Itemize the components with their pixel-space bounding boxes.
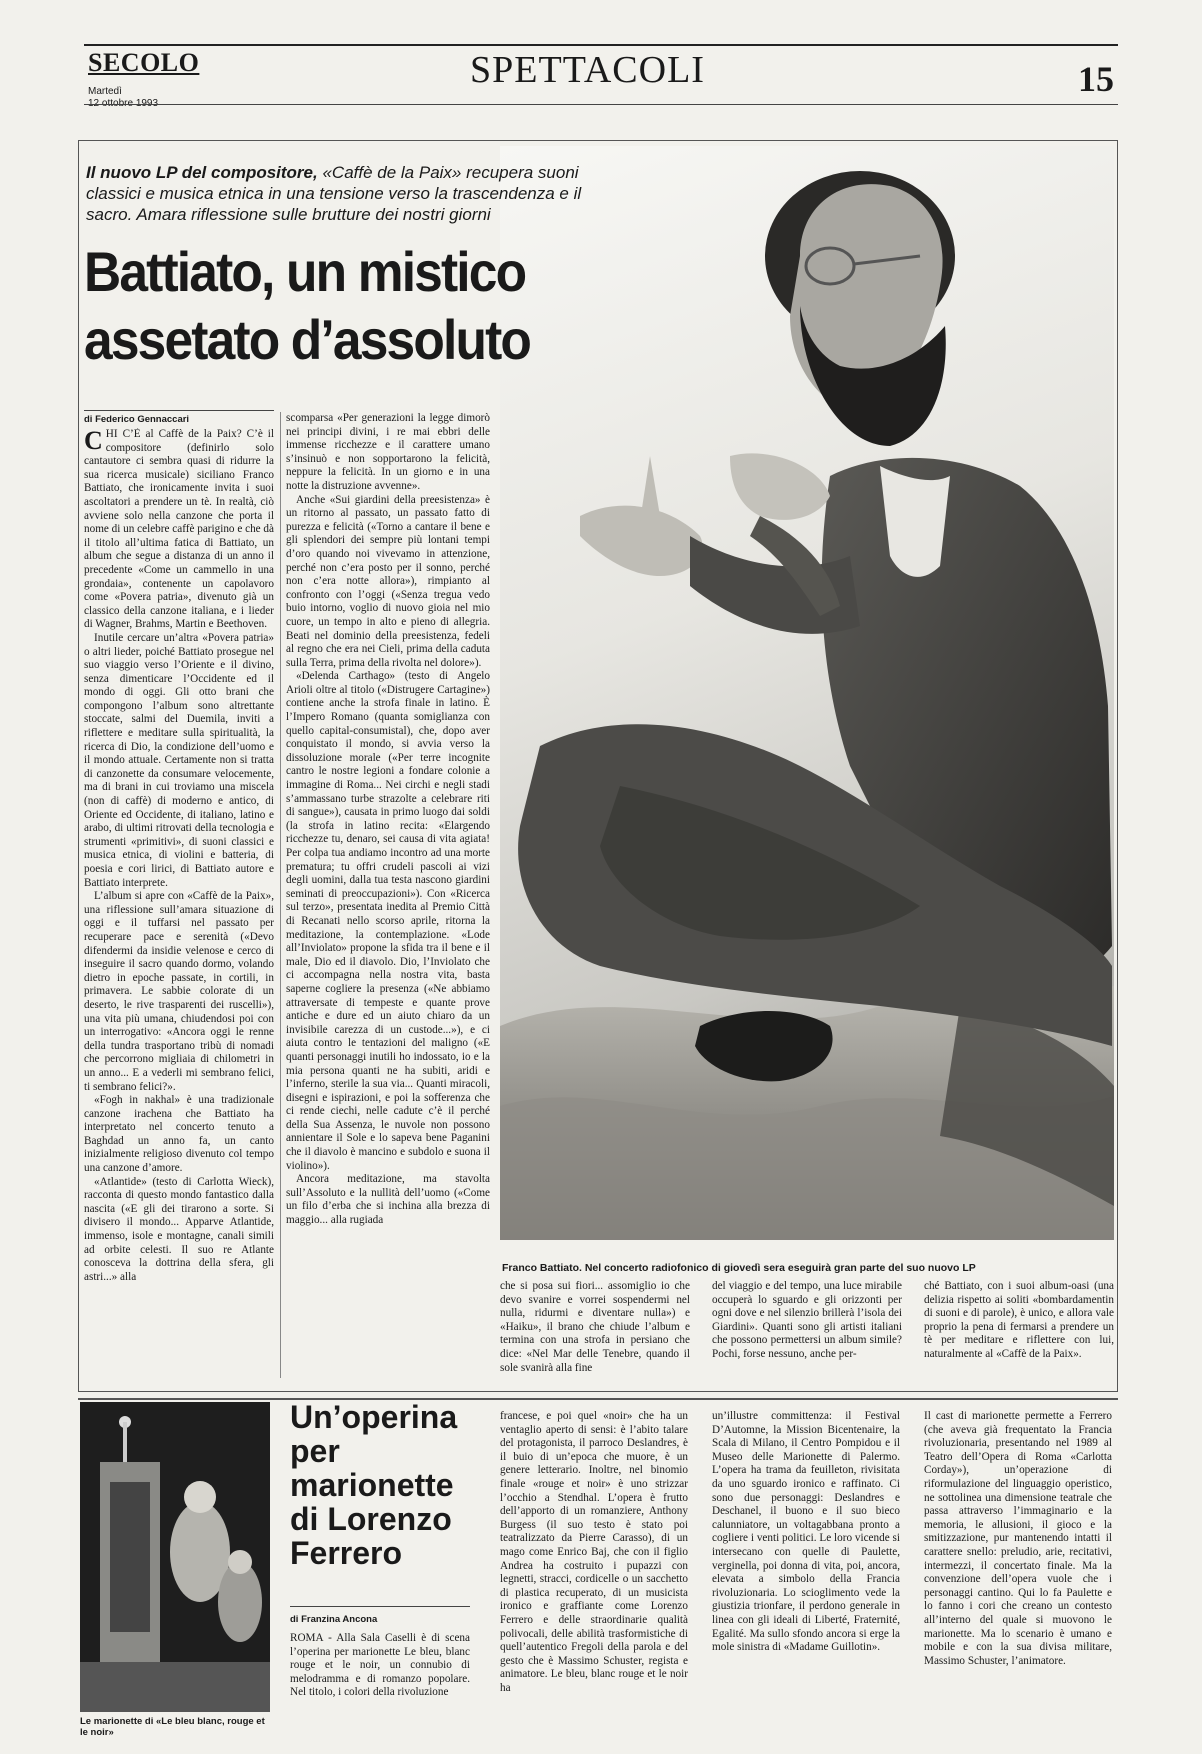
second-title-line-4: di Lorenzo [290,1501,452,1537]
byline-rule [84,410,274,411]
column-rule [280,412,281,1378]
article-column-1 [84,428,274,1378]
column-1-para-4: «Fogh in nakhal» è una tradizionale canzone irachena che Battiato ha interpretato nel concerto tenuto a Baghdad un anno fa, un canto inizialmente religioso divenuto col tempo una canzone d’amore. [84,1094,274,1175]
column-2-para-4: Ancora meditazione, ma stavolta sull’Assoluto e la nullità dell’uomo («Come un filo d’erba che si inchina alla brezza di maggio... alla rugiada [286,1173,490,1227]
second-byline-rule [290,1606,470,1607]
article-headline [84,238,599,374]
second-title-line-5: Ferrero [290,1535,403,1571]
section-title: SPETTACOLI [470,49,705,91]
marionette-photo-illustration [80,1402,270,1712]
article-lower-column-1: che si posa sui fiori... assomiglio io che devo svanire e vorrei sospendermi nel nulla, ridurmi e diventare nulla») e «Haiku», il brano che chiude l’album e termina con una strofa in persiano che dice: «Nel Mar delle Tenebre, quando il sole svanirà alla fine [500,1280,690,1374]
issue-weekday: Martedì [88,86,122,97]
article-byline: di Federico Gennaccari [84,414,190,425]
dropcap: C [84,428,103,455]
second-article-column-2: un’illustre committenza: il Festival D’Automne, la Mission Bicentenaire, la Scala di Milano, il Centro Pompidou e il Museo delle Marionette di Palermo. L’opera ha trama da feuilleton, rivisitata da uno sguardo ironico e raffinato. Ci sono due personaggi: Deslandres e Deschanel, il buono e il suo bieco calunniatore, un voltagabbana pronto a cogliere i venti politici. Le loro vicende si intersecano con quelle di Paulette, verginella, poi donna di vita, poi, ancora, elevata a simbolo della Francia rivoluzionaria. Lo scioglimento vede la giustizia trionfare, il perdono generale in linea con gli ideali di Liberté, Fraternité, Egalité. Ma sullo sfondo ancora si erge la mole sinistra di «Madame Guillotin». [712,1410,900,1654]
second-article-byline: di Franzina Ancona [290,1614,378,1625]
article-kicker [86,162,606,225]
newspaper-logo: SECOLO [88,48,200,77]
article-column-2 [286,412,490,1378]
headline-line-1: Battiato, un mistico [84,240,526,303]
masthead-top-rule [84,44,1118,46]
marionette-caption: Le marionette di «Le bleu blanc, rouge et le noir» [80,1716,265,1738]
second-article-column-0: ROMA - Alla Sala Caselli è di scena l’operina per marionette Le bleu, blanc rouge et le noir, un connubio di melodramma e di romanzo popolare. Nel titolo, i colori della rivoluzione [290,1632,470,1699]
article-lower-column-2: del viaggio e del tempo, una luce mirabile occuperà lo sguardo e gli orizzonti per ogni dove e nel silenzio brillerà l’isola dei Giardini». Quanti sono gli artisti italiani che possono permettersi un album simile? Pochi, forse nessuno, anche per- [712,1280,902,1360]
second-article-title [290,1400,470,1570]
column-1-para-1: HI C’È al Caffè de la Paix? C’è il compositore (definirlo solo cantautore ci sembra quasi di ridurre la sua ricerca musicale) siciliano Franco Battiato, che ironicamente invita i suoi ascoltatori a prendere un tè. In realtà, ciò avviene solo nella canzone che porta il nome di un celebre caffè parigino e che dà il titolo all’ultima fatica di Battiato, un album che segue a distanza di un anno il precedente «Come un cammello in una grondaia», contenente un capolavoro come «Povera patria», divenuto già un classico della canzone italiana, e i lieder di Wagner, Brahms, Martin e Beethoven. [84,428,274,631]
article-lower-column-3: ché Battiato, con i suoi album-oasi (una delizia rispetto ai soliti «bombardamentin di suoni e di parole), è unico, e allora vale proprio la pena di fermarsi a prendere un tè per meditare e riflettere con lui, naturalmente al «Caffè de la Paix». [924,1280,1114,1360]
issue-date-text: 12 ottobre 1993 [88,98,159,109]
issue-date [88,86,158,110]
second-title-line-3: marionette [290,1467,454,1503]
marionette-photo [80,1402,270,1712]
column-2-para-1: scomparsa «Per generazioni la legge dimorò nei principi divini, i re mai ebbri delle immense ricchezze e il carattere umano s’insinuò e non sopportarono la felicità, neppure la felicità. In un giorno e in una notte la distruzione avvenne». [286,412,490,492]
column-2-para-2: Anche «Sui giardini della preesistenza» è un ritorno al passato, un passato fatto di purezza e felicità («Torno a cantare il bene e gli splendori dei sempre più lontani tempi d’oro quando noi vivevamo in attenzione, perché non c’era posto per il sonno, perché non c’era notte allora»), rimpianto al confronto con l’oggi («Senza tregua vedo buio intorno, voglio di nuovo gioia nel mio cuore, un tempo in alto e pieno di allegria. Beati nel dominio della preesistenza, fedeli al regno che era nei Cieli, prima della caduta sulla Terra, prima della rivolta nel dolore»). [286,493,490,669]
column-1-para-2: Inutile cercare un’altra «Povera patria» o altri lieder, poiché Battiato prosegue nel suo viaggio verso l’Oriente e il divino, senza dimenticare l’Occidente ed il mondo di oggi. Gli otto brani che compongono l’album sono altrettante stoccate, salmi del Duemila, inviti a riflettere e meditare sulla spiritualità, la ricerca di Dio, la condizione dell’uomo e il mondo attuale. Certamente non si tratta di canzonette da consumare velocemente, ma di brani in cui troviamo una miscela (non di caffè) di moderno e antico, di Oriente ed Occidente, di italiano, latino e arabo, di ultimi ritrovati della tecnologia e strumenti «primitivi», di suoni classici e musica etnica, di violini e batteria, di poesia e cori lirici, di Battiato autore e Battiato interprete. [84,631,274,889]
second-article-rule [78,1398,1118,1401]
column-1-para-3: L’album si apre con «Caffè de la Paix», una riflessione sull’amara situazione di oggi e il tuffarsi nel passato per recuperare pace e serenità («Devo difendermi da insidie velenose e cerco di inseguire il sacro quando dormo, volando dietro in epoche passate, in cortili, in primavera. Le sabbie colorate di un deserto, le rive trasparenti dei ruscelli»), una vita più umana, chiudendosi poi con un interrogativo: «Ancora oggi le renne della tundra trasportano tribù di nomadi che percorrono migliaia di chilometri in un anno... E a vederli mi sembrano felici, ti sembrano felici?». [84,890,274,1093]
masthead-bottom-rule [84,104,1118,105]
kicker-bold: Il nuovo LP del compositore, [86,163,318,182]
column-2-para-3: «Delenda Carthago» (testo di Angelo Arioli oltre al titolo («Distrugere Cartagine») contiene anche la strofa finale in latino. È l’Impero Romano (quanta somiglianza con quello capital-consumistal), che, dopo aver conquistato il mondo, si avvia verso la dissoluzione morale («Per terre incognite cantro le nostre legioni a fondare colonie a immagine di Roma... Nei circhi e negli stadi s’ammassano turbe strazolte a celebrare riti di sangue»), causata in primo luogo dai soldi (la strofa in latino recita: «Elargendo ricchezze tu, denaro, sei causa di vita agiata! Per colpa tua andiamo incontro ad una morte prematura; tu offri crudeli pascoli ai vizi degli uomini, dalla tua testa nascono giardini seminati di preoccupazioni»). Con «Ricerca sul terzo», presentata inedita al Premio Città di Recanati nello scorso aprile, ritorna la meditazione, la contemplazione. «Lode all’Inviolato» propone la sfida tra il bene e il male, Dio ed il diavolo. Dio, l’Inviolato che ci accompagna nella nostra vita, basta saperne cogliere la presenza («Ne abbiamo attraversate di tempeste e quante prove antiche e dure ed un aiuto chiaro da un invisibile carezza di un custode...»), e ci aiuta contro le tentazioni del maligno («E quanti personaggi inutili ho indossato, io e la mia persona quanti ne ha subiti, aridi e l’inferno, sterile la sua via... Quanti miracoli, disegni e ispirazioni, e poi la sofferenza che ci rende ciechi, nelle cadute c’è il perché della Sua Assenza, le nuvole non possono annientare il Sole e lo sapeva bene Paganini che il diavolo è mancino e subdolo e suona il violino»). [286,670,490,1172]
second-title-line-1: Un’operina [290,1399,458,1435]
kicker-text: «Caffè de la Paix» recupera suoni classici e musica etnica in una tensione verso la trascendenza e il sacro. Amara riflessione sulle brutture dei nostri giorni [86,163,582,224]
photo-caption: Franco Battiato. Nel concerto radiofonico di giovedì sera eseguirà gran parte del suo nuovo LP [502,1262,976,1274]
column-1-para-5: «Atlantide» (testo di Carlotta Wieck), racconta di questo mondo fantastico dalla nascita («E gli dei tirarono a sorte. Si divisero il mondo... Apparve Atlantide, immenso, isole e montagne, canali simili ad orbite celesti. Il suo re Atlante conosceva la dottrina della sfera, gli astri...» alla [84,1175,274,1283]
second-title-line-2: per [290,1433,340,1469]
page-number: 15 [1078,59,1114,99]
second-article-column-3: Il cast di marionette permette a Ferrero (che aveva già frequentato la Francia rivoluzionaria, presentando nel 1989 al Teatro dell’Opera di Roma «Carlotta Corday»), un’operazione di riformulazione del linguaggio operistico, ne sottolinea una dimensione teatrale che passa attraverso l’immaginario e la memoria, le allusioni, il gioco e la smitizzazione, pur mantenendo intatti il carattere snello: preludio, arie, recitativi, intermezzi, il concertato finale. Ma la convenzione dell’opera vuole che i personaggi cantino. Qui lo fa Paulette e lo fanno i cori che creano un contesto all’interno del quale si muovono le marionette. Ma lo scenario è umano e mobile e con la sua divisa militare, Massimo Schuster, l’animatore. [924,1410,1112,1667]
headline-line-2: assetato d’assoluto [84,308,531,371]
second-article-column-1: francese, e poi quel «noir» che ha un ventaglio aperto di sensi: è l’abito talare del protagonista, il parroco Deslandres, è il buio di un’epoca che muore, è un genere letterario. Inoltre, nel binomio finale «rouge et noir» è uno strizzar l’occhio a Stendhal. L’opera è frutto dell’apporto di un romanziere, Anthony Burgess (il suo testo è stato poi teatralizzato da Pierre Carasso), di un mago come Enrico Baj, che con il figlio Andrea ha costruito i pupazzi con legnetti, stracci, cordicelle o un sacchetto di plastica recuperato, di un musicista ironico e graffiante come Lorenzo Ferrero e delle straordinarie qualità polivocali, delle abilità trasformistiche di quell’autentico Fregoli della parola e del gesto che è Massimo Schuster, regista e animatore. Le bleu, blanc rouge et le noir ha [500,1410,688,1694]
